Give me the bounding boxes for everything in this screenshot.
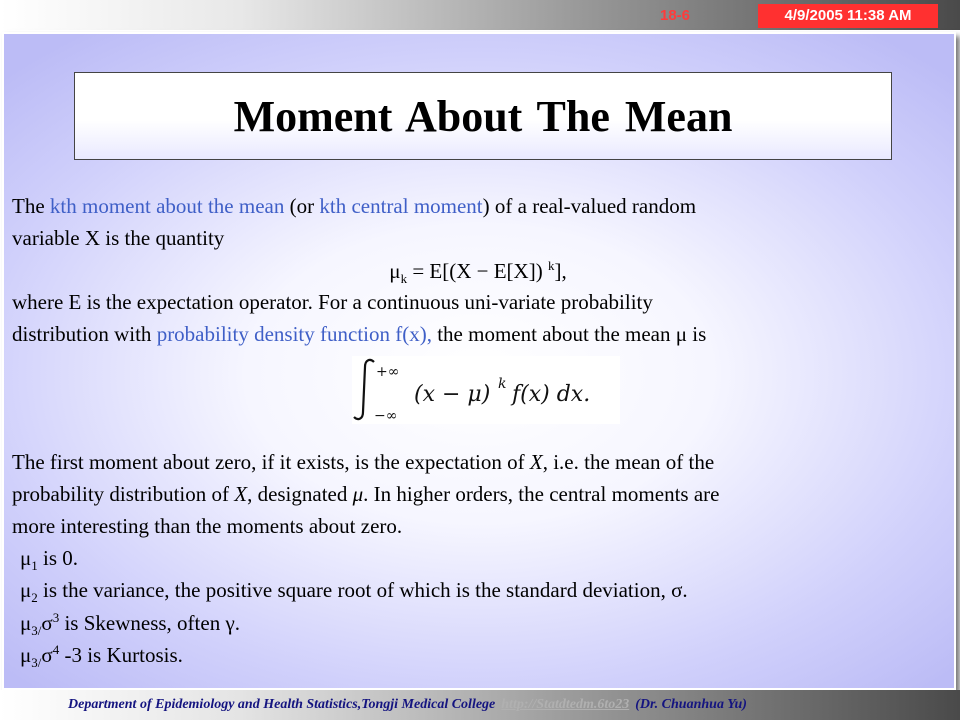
text-run: , i.e. the mean of the: [542, 450, 715, 474]
formula-body: = E[(X − E[X]): [407, 259, 548, 283]
text-run: . In higher orders, the central moments are: [363, 482, 720, 506]
slide-title: Moment About The Mean: [233, 91, 733, 141]
item-text: -3 is Kurtosis.: [59, 643, 183, 667]
paragraph-line-5: [12, 450, 942, 475]
paragraph-line-2: variable X is the quantity: [12, 226, 225, 250]
footer-bar: [0, 690, 960, 720]
integral-density: f(x) dx.: [512, 382, 591, 407]
integral-upper-limit: +∞: [376, 364, 400, 380]
integral-sign-icon: [354, 360, 374, 419]
text-run: distribution with: [12, 322, 157, 346]
formula-subscript: k: [400, 271, 408, 287]
text-run: The first moment about zero, if it exists, is the expectation of: [12, 450, 530, 474]
superscript: 4: [52, 642, 60, 657]
item-text: is Skewness, often γ.: [59, 611, 240, 635]
footer-department: Department of Epidemiology and Health Statistics,Tongji Medical College: [68, 697, 496, 712]
variable-x: X: [529, 450, 543, 474]
footer-text: [68, 697, 747, 713]
moment-item-3: [20, 610, 950, 639]
mu-symbol: μ: [20, 611, 32, 635]
subscript: 2: [31, 590, 38, 606]
item-text: is 0.: [37, 546, 79, 570]
text-run: , designated: [247, 482, 353, 506]
superscript: 3: [52, 610, 60, 625]
mu-symbol: μ: [20, 643, 32, 667]
timestamp-badge: 4/9/2005 11:38 AM: [758, 4, 938, 28]
text-run: ) of a real-valued random: [482, 194, 697, 218]
sigma-symbol: σ: [41, 643, 53, 667]
text-run: The: [12, 194, 50, 218]
text-run: (or: [284, 194, 320, 218]
text-run: probability distribution of: [12, 482, 235, 506]
formula-superscript: k: [547, 258, 555, 273]
integral-formula-image: [352, 356, 620, 424]
moment-item-4: [20, 642, 950, 671]
subscript: 3/: [31, 623, 42, 639]
mu-symbol: μ: [20, 578, 32, 602]
highlight-kth-central-moment: kth central moment: [319, 194, 483, 218]
central-moment-formula: [4, 258, 934, 287]
paragraph-line-3: where E is the expectation operator. For a continuous uni-variate probability: [12, 290, 653, 314]
paragraph-line-4: [12, 322, 942, 347]
title-box: [74, 72, 892, 160]
moment-item-2: [20, 578, 950, 606]
slide-content-panel: [2, 32, 956, 690]
footer-author: (Dr. Chuanhua Yu): [635, 697, 747, 712]
highlight-kth-moment: kth moment about the mean: [49, 194, 285, 218]
integral-exponent: k: [498, 376, 507, 392]
integral-lower-limit: −∞: [374, 408, 398, 424]
subscript: 1: [31, 558, 38, 574]
top-banner: [0, 0, 960, 30]
highlight-pdf: probability density function f(x),: [156, 322, 432, 346]
variable-mu: μ: [352, 482, 364, 506]
paragraph-line-7: more interesting than the moments about zero.: [12, 514, 403, 538]
integral-expression: (x − μ): [414, 382, 491, 407]
item-text: is the variance, the positive square root of which is the standard deviation, σ.: [37, 578, 688, 602]
formula-end: ],: [554, 259, 567, 283]
paragraph-line-6: [12, 482, 942, 507]
text-run: the moment about the mean μ is: [431, 322, 707, 346]
integral-formula-svg: [352, 356, 620, 424]
mu-symbol: μ: [20, 546, 32, 570]
subscript: 3/: [31, 655, 42, 671]
footer-link[interactable]: http://Statdtedm.6to23: [501, 697, 630, 712]
slide-number: 18-6: [660, 7, 691, 24]
variable-x: X: [234, 482, 248, 506]
sigma-symbol: σ: [41, 611, 53, 635]
moment-item-1: [20, 546, 950, 574]
paragraph-line-1: [12, 194, 942, 219]
formula-mu: μ: [389, 259, 401, 283]
